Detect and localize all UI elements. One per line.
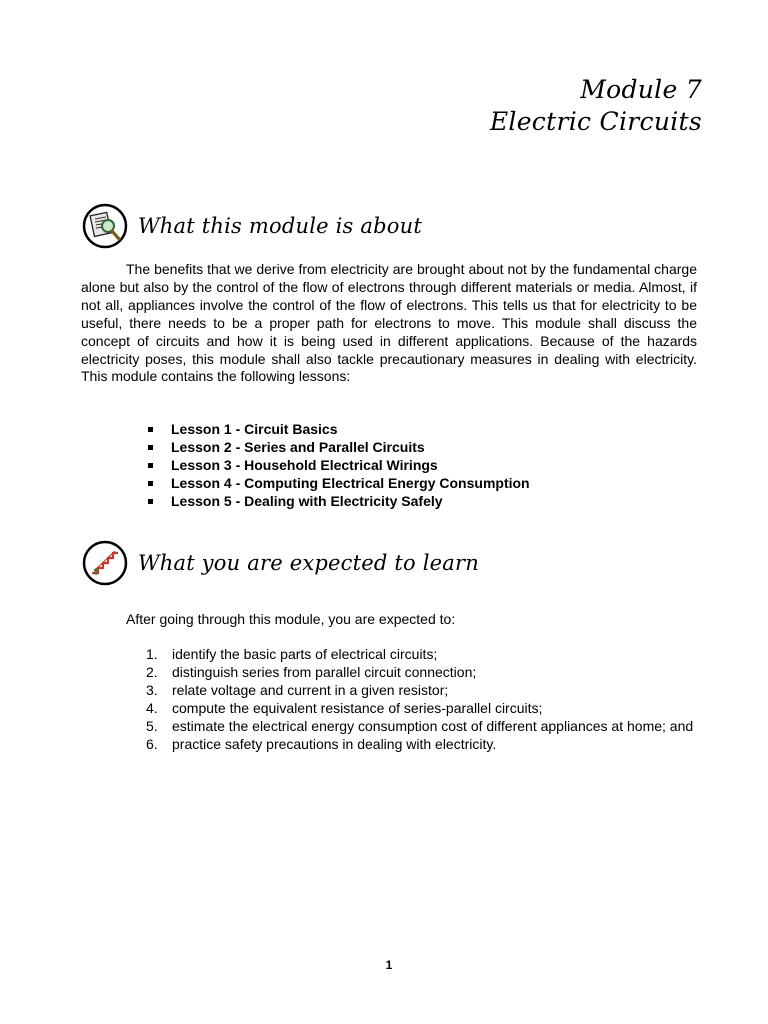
list-item xyxy=(146,664,697,682)
section-about-title: What this module is about xyxy=(138,214,422,238)
objective-text: relate voltage and current in a given resistor; xyxy=(172,681,449,698)
bullet-icon xyxy=(148,481,153,486)
section-expected-title: What you are expected to learn xyxy=(138,551,479,575)
intro-paragraph-text: The benefits that we derive from electricity are brought about not by the fundamental charge alone but also by the control of the flow of electrons through different materials or media. Almost, if not all, appliances involve the control of the flow of electrons. This tells us that for electricity to be useful, there needs to be a proper path for electrons to move. This module shall discuss the concept of circuits and how it is being used in different applications. Because of the hazards electricity poses, this module shall also tackle precautionary measures in dealing with electricity. This module contains the following lessons: xyxy=(81,261,697,385)
lesson-label: Lesson 3 - Household Electrical Wirings xyxy=(171,456,438,473)
item-number: 3. xyxy=(146,681,158,698)
section-expected-heading xyxy=(82,540,479,586)
objective-text: compute the equivalent resistance of series-parallel circuits; xyxy=(172,699,543,716)
intro-paragraph xyxy=(81,261,697,386)
section-about-heading xyxy=(82,203,422,249)
item-number: 6. xyxy=(146,735,158,752)
item-number: 2. xyxy=(146,663,158,680)
page-number: 1 xyxy=(385,958,393,972)
objective-text: identify the basic parts of electrical circuits; xyxy=(172,646,438,662)
expected-intro: After going through this module, you are expected to: xyxy=(126,611,456,627)
list-item xyxy=(148,421,530,439)
lesson-list xyxy=(148,421,530,511)
list-item xyxy=(146,646,697,664)
lesson-label: Lesson 1 - Circuit Basics xyxy=(171,421,338,437)
module-header xyxy=(490,74,702,138)
bullet-icon xyxy=(148,427,153,432)
list-item xyxy=(146,700,697,718)
bullet-icon xyxy=(148,499,153,504)
list-item xyxy=(148,439,530,457)
bullet-icon xyxy=(148,445,153,450)
lesson-label: Lesson 4 - Computing Electrical Energy Consumption xyxy=(171,474,530,491)
objective-text: estimate the electrical energy consumption cost of different appliances at home; and xyxy=(172,717,694,734)
list-item xyxy=(148,475,530,493)
objective-text: distinguish series from parallel circuit connection; xyxy=(172,663,477,680)
list-item xyxy=(148,493,530,511)
item-number: 1. xyxy=(146,646,158,662)
objective-text: practice safety precautions in dealing with electricity. xyxy=(172,735,497,752)
rising-stairs-icon xyxy=(82,540,128,586)
list-item xyxy=(148,457,530,475)
lesson-label: Lesson 5 - Dealing with Electricity Safely xyxy=(171,492,443,509)
module-title: Electric Circuits xyxy=(489,107,702,136)
magnifier-document-icon xyxy=(82,203,128,249)
list-item xyxy=(146,736,697,754)
list-item xyxy=(146,718,697,736)
item-number: 4. xyxy=(146,699,158,716)
objectives-list xyxy=(146,646,697,753)
list-item xyxy=(146,682,697,700)
item-number: 5. xyxy=(146,717,158,734)
bullet-icon xyxy=(148,463,153,468)
lesson-label: Lesson 2 - Series and Parallel Circuits xyxy=(171,438,425,455)
module-label: Module 7 xyxy=(580,75,702,104)
